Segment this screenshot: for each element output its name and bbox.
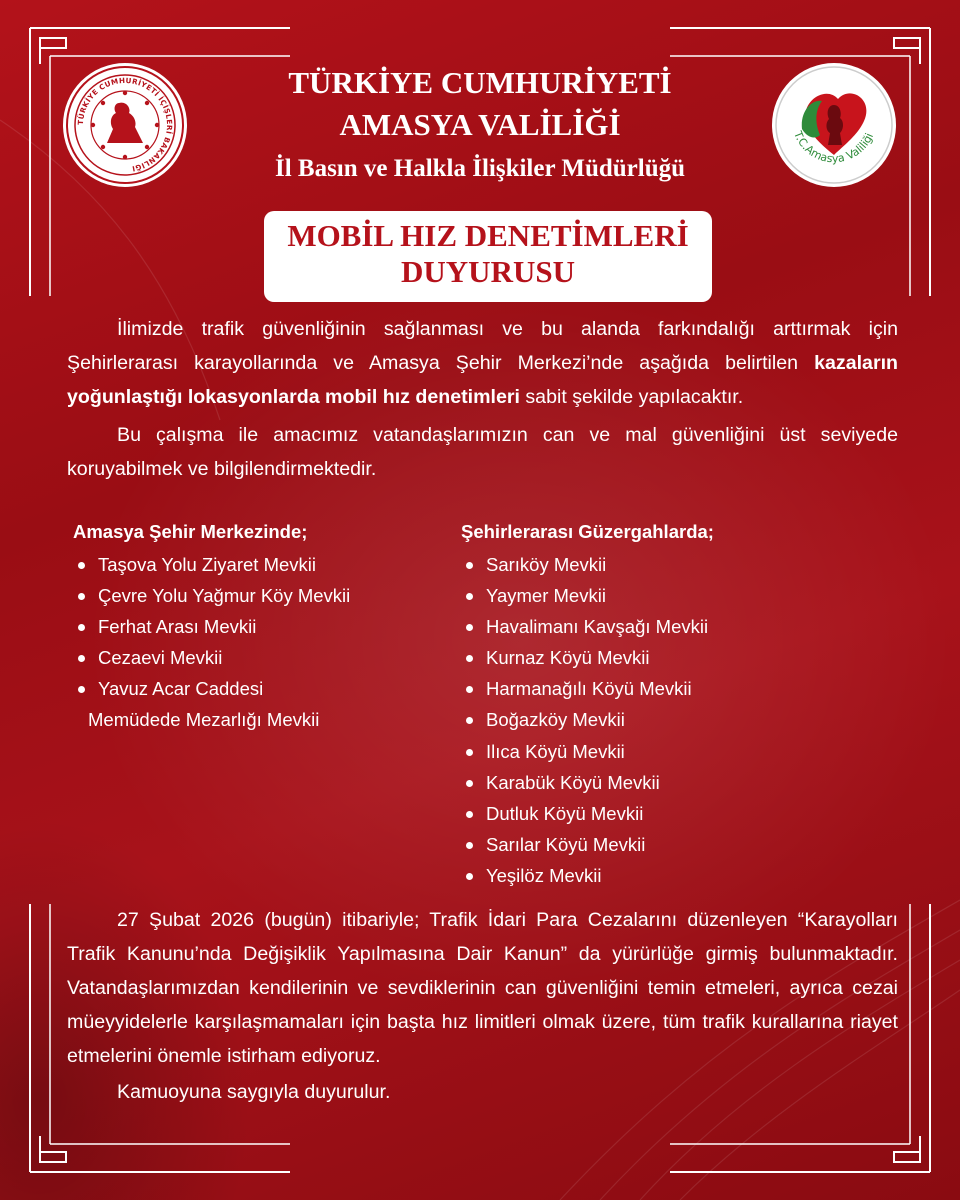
announcement-title-line-1: MOBİL HIZ DENETİMLERİ [287,218,689,253]
list-item [78,580,418,611]
bullet-icon [466,655,473,662]
bullet-icon [466,593,473,600]
list-item [466,767,806,798]
list-item-text: Dutluk Köyü Mevkii [486,802,644,824]
list-item [466,704,806,735]
amasya-governorship-logo-icon [772,63,896,187]
list-item-continuation: Memüdede Mezarlığı Mevkii [88,709,320,731]
header-line-1: TÜRKİYE CUMHURİYETİ [288,65,672,100]
svg-text:T.C.Amasya Valiliği: T.C.Amasya Valiliği [791,129,877,166]
announcement-title-box [264,211,712,302]
list-item-text: Havalimanı Kavşağı Mevkii [486,616,709,638]
bullet-icon [466,811,473,818]
list-item-text: Çevre Yolu Yağmur Köy Mevkii [98,585,351,607]
list-item [466,611,806,642]
list-item [466,549,806,580]
bullet-icon [466,717,473,724]
list-item-text: Yaymer Mevkii [486,585,606,607]
bullet-icon [78,624,85,631]
list-item-text: Ilıca Köyü Mevkii [486,740,625,762]
bullet-icon [466,780,473,787]
list-item [466,580,806,611]
closing-line: Kamuoyuna saygıyla duyurulur. [117,1081,391,1103]
list-item-text: Sarıköy Mevkii [486,554,607,575]
list-item-text: Karabük Köyü Mevkii [486,771,660,793]
bullet-icon [78,562,85,569]
interior-ministry-seal-icon [63,63,187,187]
list-item-text: Yavuz Acar Caddesi [98,678,264,700]
list-item-text: Cezaevi Mevkii [98,647,223,669]
announcement-title-line-2: DUYURUSU [401,254,575,289]
bullet-icon [78,593,85,600]
intro-text-start: İlimizde trafik güvenliğinin sağlanması ve bu alanda farkındalığı arttırmak için Şehirlerarası karayollarında ve Amasya Şehir Merkezi’nde aşağıda belirtilen [67,318,898,374]
intercity-list [466,549,806,891]
intercity-heading: Şehirlerarası Güzergahlarda; [461,521,714,542]
bullet-icon [466,842,473,849]
list-item [466,860,806,891]
bullet-icon [78,655,85,662]
bullet-icon [466,873,473,880]
list-item [466,736,806,767]
list-item-text: Boğazköy Mevkii [486,709,625,731]
list-item [78,611,418,642]
header-line-3: İl Basın ve Halkla İlişkiler Müdürlüğü [274,155,686,182]
bullet-icon [78,686,85,693]
city-center-heading: Amasya Şehir Merkezinde; [73,521,308,542]
list-item-text: Ferhat Arası Mevkii [98,616,257,638]
list-item [78,642,418,673]
list-item-text: Sarılar Köyü Mevkii [486,833,646,855]
list-item [78,673,418,735]
list-item [466,642,806,673]
list-item [466,673,806,704]
bullet-icon [466,562,473,569]
purpose-paragraph: Bu çalışma ile amacımız vatandaşlarımızın can ve mal güvenliğini üst seviyede koruyabilmek ve bilgilendirmektedir. [67,424,898,480]
list-item-text: Yeşilöz Mevkii [486,864,602,886]
intro-text-end: sabit şekilde yapılacaktır. [519,386,744,408]
list-item-text: Taşova Yolu Ziyaret Mevkii [98,554,316,575]
list-item [466,798,806,829]
header-line-2: AMASYA VALİLİĞİ [339,107,621,142]
list-item [466,829,806,860]
svg-text:TÜRKİYE CUMHURİYETİ İÇİŞLERİ B: TÜRKİYE CUMHURİYETİ İÇİŞLERİ BAKANLIĞI [75,75,175,174]
bullet-icon [466,749,473,756]
list-item [78,549,418,580]
law-paragraph: 27 Şubat 2026 (bugün) itibariyle; Trafik İdari Para Cezalarını düzenleyen “Karayolları Trafik Kanunu’nda Değişiklik Yapılmasına Dair Kanun” da yürürlüğe girmiş bulunmaktadır. Vatandaşlarımızdan kendilerinin ve sevdiklerinin can güvenliğini temin etmeleri, ayrıca cezai müeyyidelerle karşılaşmamaları için başta hız limitleri olmak üzere, tüm trafik kurallarına riayet etmelerini önemle istirham ediyoruz. [67,909,898,1067]
city-center-list [78,549,418,736]
intro-text-bold: kazaların yoğunlaştığı lokasyonlarda mobil hız denetimleri [67,352,898,408]
list-item-text: Harmanağılı Köyü Mevkii [486,678,692,700]
bullet-icon [466,686,473,693]
bullet-icon [466,624,473,631]
intro-paragraph [67,312,898,414]
list-item-text: Kurnaz Köyü Mevkii [486,647,650,669]
